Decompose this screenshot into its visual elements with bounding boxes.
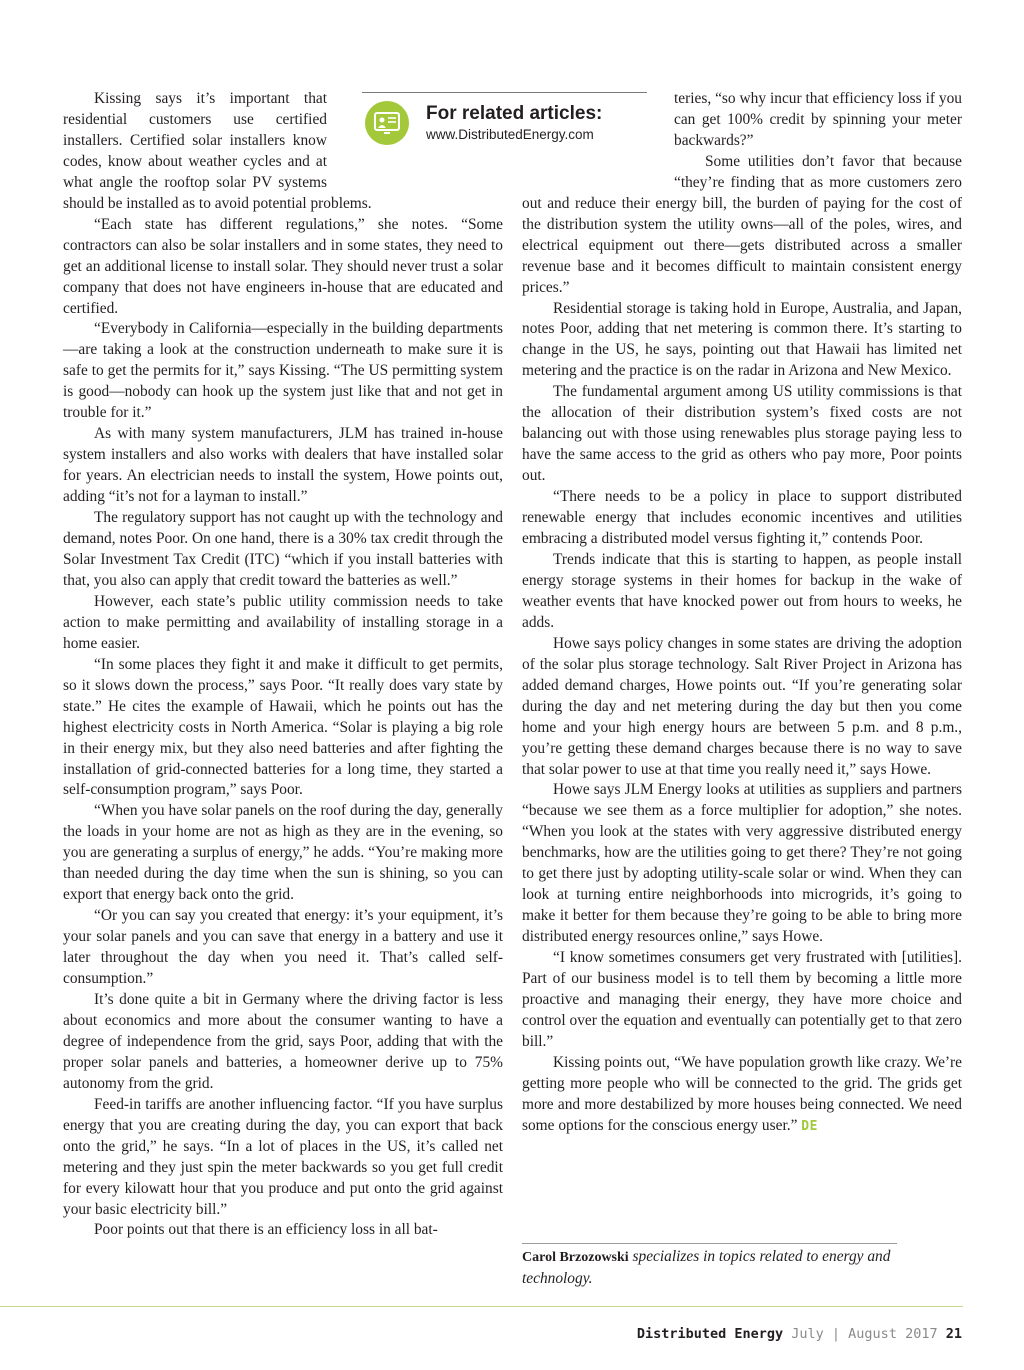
- publication-name: Distributed Energy: [636, 1326, 784, 1342]
- left-paragraph: “When you have solar panels on the roof during the day, generally the loads in your home are not as high as they are in the evening, so you are generating a surplus of energy,” he adds. “You’re making more than needed during the day time when the sun is shining, so you can export that energy back onto the grid.: [63, 802, 503, 904]
- left-paragraph: The regulatory support has not caught up with the technology and demand, notes Poor. On one hand, there is a 30% tax credit through the Solar Investment Tax Credit (ITC) “which if you install batteries with that, you also can apply that credit toward the batteries as well.”: [63, 509, 503, 589]
- right-paragraph: “There needs to be a policy in place to support distributed renewable energy that includes economic incentives and utilities embracing a distributed model versus fighting it,” contends Poor.: [522, 488, 962, 548]
- left-paragraph: Kissing says it’s important that residential customers use certified installers. Certified solar installers know codes, know about weather cycles and at what angle the rooftop solar PV systems should be installed as to avoid potential problems.: [63, 90, 372, 212]
- right-column: [522, 89, 962, 1138]
- page-number: 21: [945, 1326, 962, 1342]
- related-box-spacer: [522, 89, 670, 173]
- right-paragraph: teries, “so why incur that efficiency loss if you can get 100% credit by spinning your meter backwards?”: [674, 90, 962, 149]
- author-name: Carol Brzozowski: [522, 1250, 629, 1265]
- left-paragraph: As with many system manufacturers, JLM has trained in-house system installers and also works with dealers that have installed solar for years. An electrician needs to install the system, Howe points out, adding “it’s not for a layman to install.”: [63, 425, 503, 506]
- left-paragraph: “In some places they fight it and make it difficult to get permits, so it slows down the process,” says Poor. “It really does vary state by state.” He cites the example of Hawaii, which he points out has the highest electricity costs in North America. “Solar is playing a big role in their energy mix, but they also need batteries and after fighting the installation of grid-connected batteries for a long time, they started a self-consumption program,” says Poor.: [63, 655, 503, 799]
- right-paragraph: Howe says JLM Energy looks at utilities as suppliers and partners “because we see them as a force multiplier for adoption,” she notes. “When you look at the states with very aggressive distributed energy benchmarks, how are the utilities going to get there? They’re not going to get there just by adopting utility-scale solar or wind. When they can look at turning entire neighborhoods into microgrids, it’s going to make it better for them because they’re going to be able to bring more distributed energy resources online,” says Howe.: [522, 781, 962, 946]
- left-paragraph: Feed-in tariffs are another influencing factor. “If you have surplus energy that you are creating during the day, you can export that back onto the grid,” he says. “In a lot of places in the US, it’s called net metering and they just spin the meter backwards so you get full credit for every kilowatt hour that you produce and put onto the grid against your basic electricity bill.”: [63, 1095, 503, 1218]
- right-paragraph: [522, 1053, 962, 1138]
- author-bio-text: specializes in topics related to energy and technology.: [522, 1248, 891, 1287]
- right-paragraph: The fundamental argument among US utility commissions is that the allocation of their distribution system’s fixed costs are not balancing out with those using renewables plus storage paying less to have the same access to the grid as others who pay more, Poor points out.: [522, 383, 962, 485]
- left-paragraph: It’s done quite a bit in Germany where the driving factor is less about economics and more about the consumer wanting to have a degree of independence from the grid, says Poor, adding that with the proper solar panels and batteries, a homeowner derive up to 75% autonomy from the grid.: [63, 990, 503, 1092]
- author-bio: [522, 1246, 922, 1289]
- page-footer: [637, 1326, 962, 1342]
- issue-date: July | August 2017: [791, 1326, 938, 1342]
- footer-divider: [0, 1306, 963, 1307]
- left-paragraph: “Everybody in California—especially in the building departments—are taking a look at the construction underneath to make sure it is safe to get the permits for it,” says Kissing. “The US permitting system is good—nobody can hook up the system just like that and not get in trouble for it.”: [63, 320, 503, 422]
- right-paragraph-text: Kissing points out, “We have population growth like crazy. We’re getting more people who will be connected to the grid. The grids get more and more destabilized by more houses being connected. We need some options for the conscious energy user.”: [522, 1053, 962, 1134]
- left-paragraph: “Or you can say you created that energy: it’s your equipment, it’s your solar panels and you can save that energy in a battery and use it later throughout the day when you need it. That’s called self-consumption.”: [63, 907, 503, 988]
- right-paragraph: Trends indicate that this is starting to happen, as people install energy storage systems in their homes for backup in the wake of weather events that have knocked power out from hours to weeks, he adds.: [522, 550, 962, 631]
- left-column: [63, 89, 503, 1241]
- reader-screen-icon: [365, 101, 409, 145]
- related-url-link[interactable]: www.DistributedEnergy.com: [426, 127, 594, 142]
- bio-divider: [522, 1243, 897, 1244]
- left-paragraph: “Each state has different regulations,” she notes. “Some contractors can also be solar installers and in some states, they need to get an additional license to install solar. They should never trust a solar company that does not have engineers in-house that are educated and certified.: [63, 215, 503, 317]
- right-paragraph: Some utilities don’t favor that because “they’re finding that as more customers zero out and reduce their energy bill, the burden of paying for the cost of the distribution system the utility owns—all of the poles, wires, and electrical equipment out there—gets distributed across a smaller revenue base and it becomes difficult to maintain consistent energy prices.”: [522, 152, 962, 296]
- left-paragraph: However, each state’s public utility commission needs to take action to make permitting and availability of installing storage in a home easier.: [63, 592, 503, 652]
- right-paragraph: Residential storage is taking hold in Europe, Australia, and Japan, notes Poor, adding that net metering is common there. It’s starting to change in the US, he says, pointing out that Hawaii has limited net metering and the practice is on the radar in Arizona and New Mexico.: [522, 299, 962, 380]
- left-paragraph: Poor points out that there is an efficiency loss in all bat-: [94, 1221, 438, 1239]
- end-mark-logo: DE: [801, 1118, 818, 1134]
- right-paragraph: “I know sometimes consumers get very frustrated with [utilities]. Part of our business model is to tell them by becoming a little more proactive and managing their energy, they have more choice and control over the equation and eventually can potentially get to that zero bill.”: [522, 949, 962, 1050]
- related-title: For related articles:: [426, 103, 603, 124]
- right-paragraph: Howe says policy changes in some states are driving the adoption of the solar plus storage technology. Salt River Project in Arizona has added demand charges, Howe points out. “If you’re generating solar during the day and net metering during the day but then you come home and your high energy hours are between 5 p.m. and 8 p.m., you’re getting these demand charges because there is no way to save that solar power to use at that time you really need it,” says Howe.: [522, 634, 962, 778]
